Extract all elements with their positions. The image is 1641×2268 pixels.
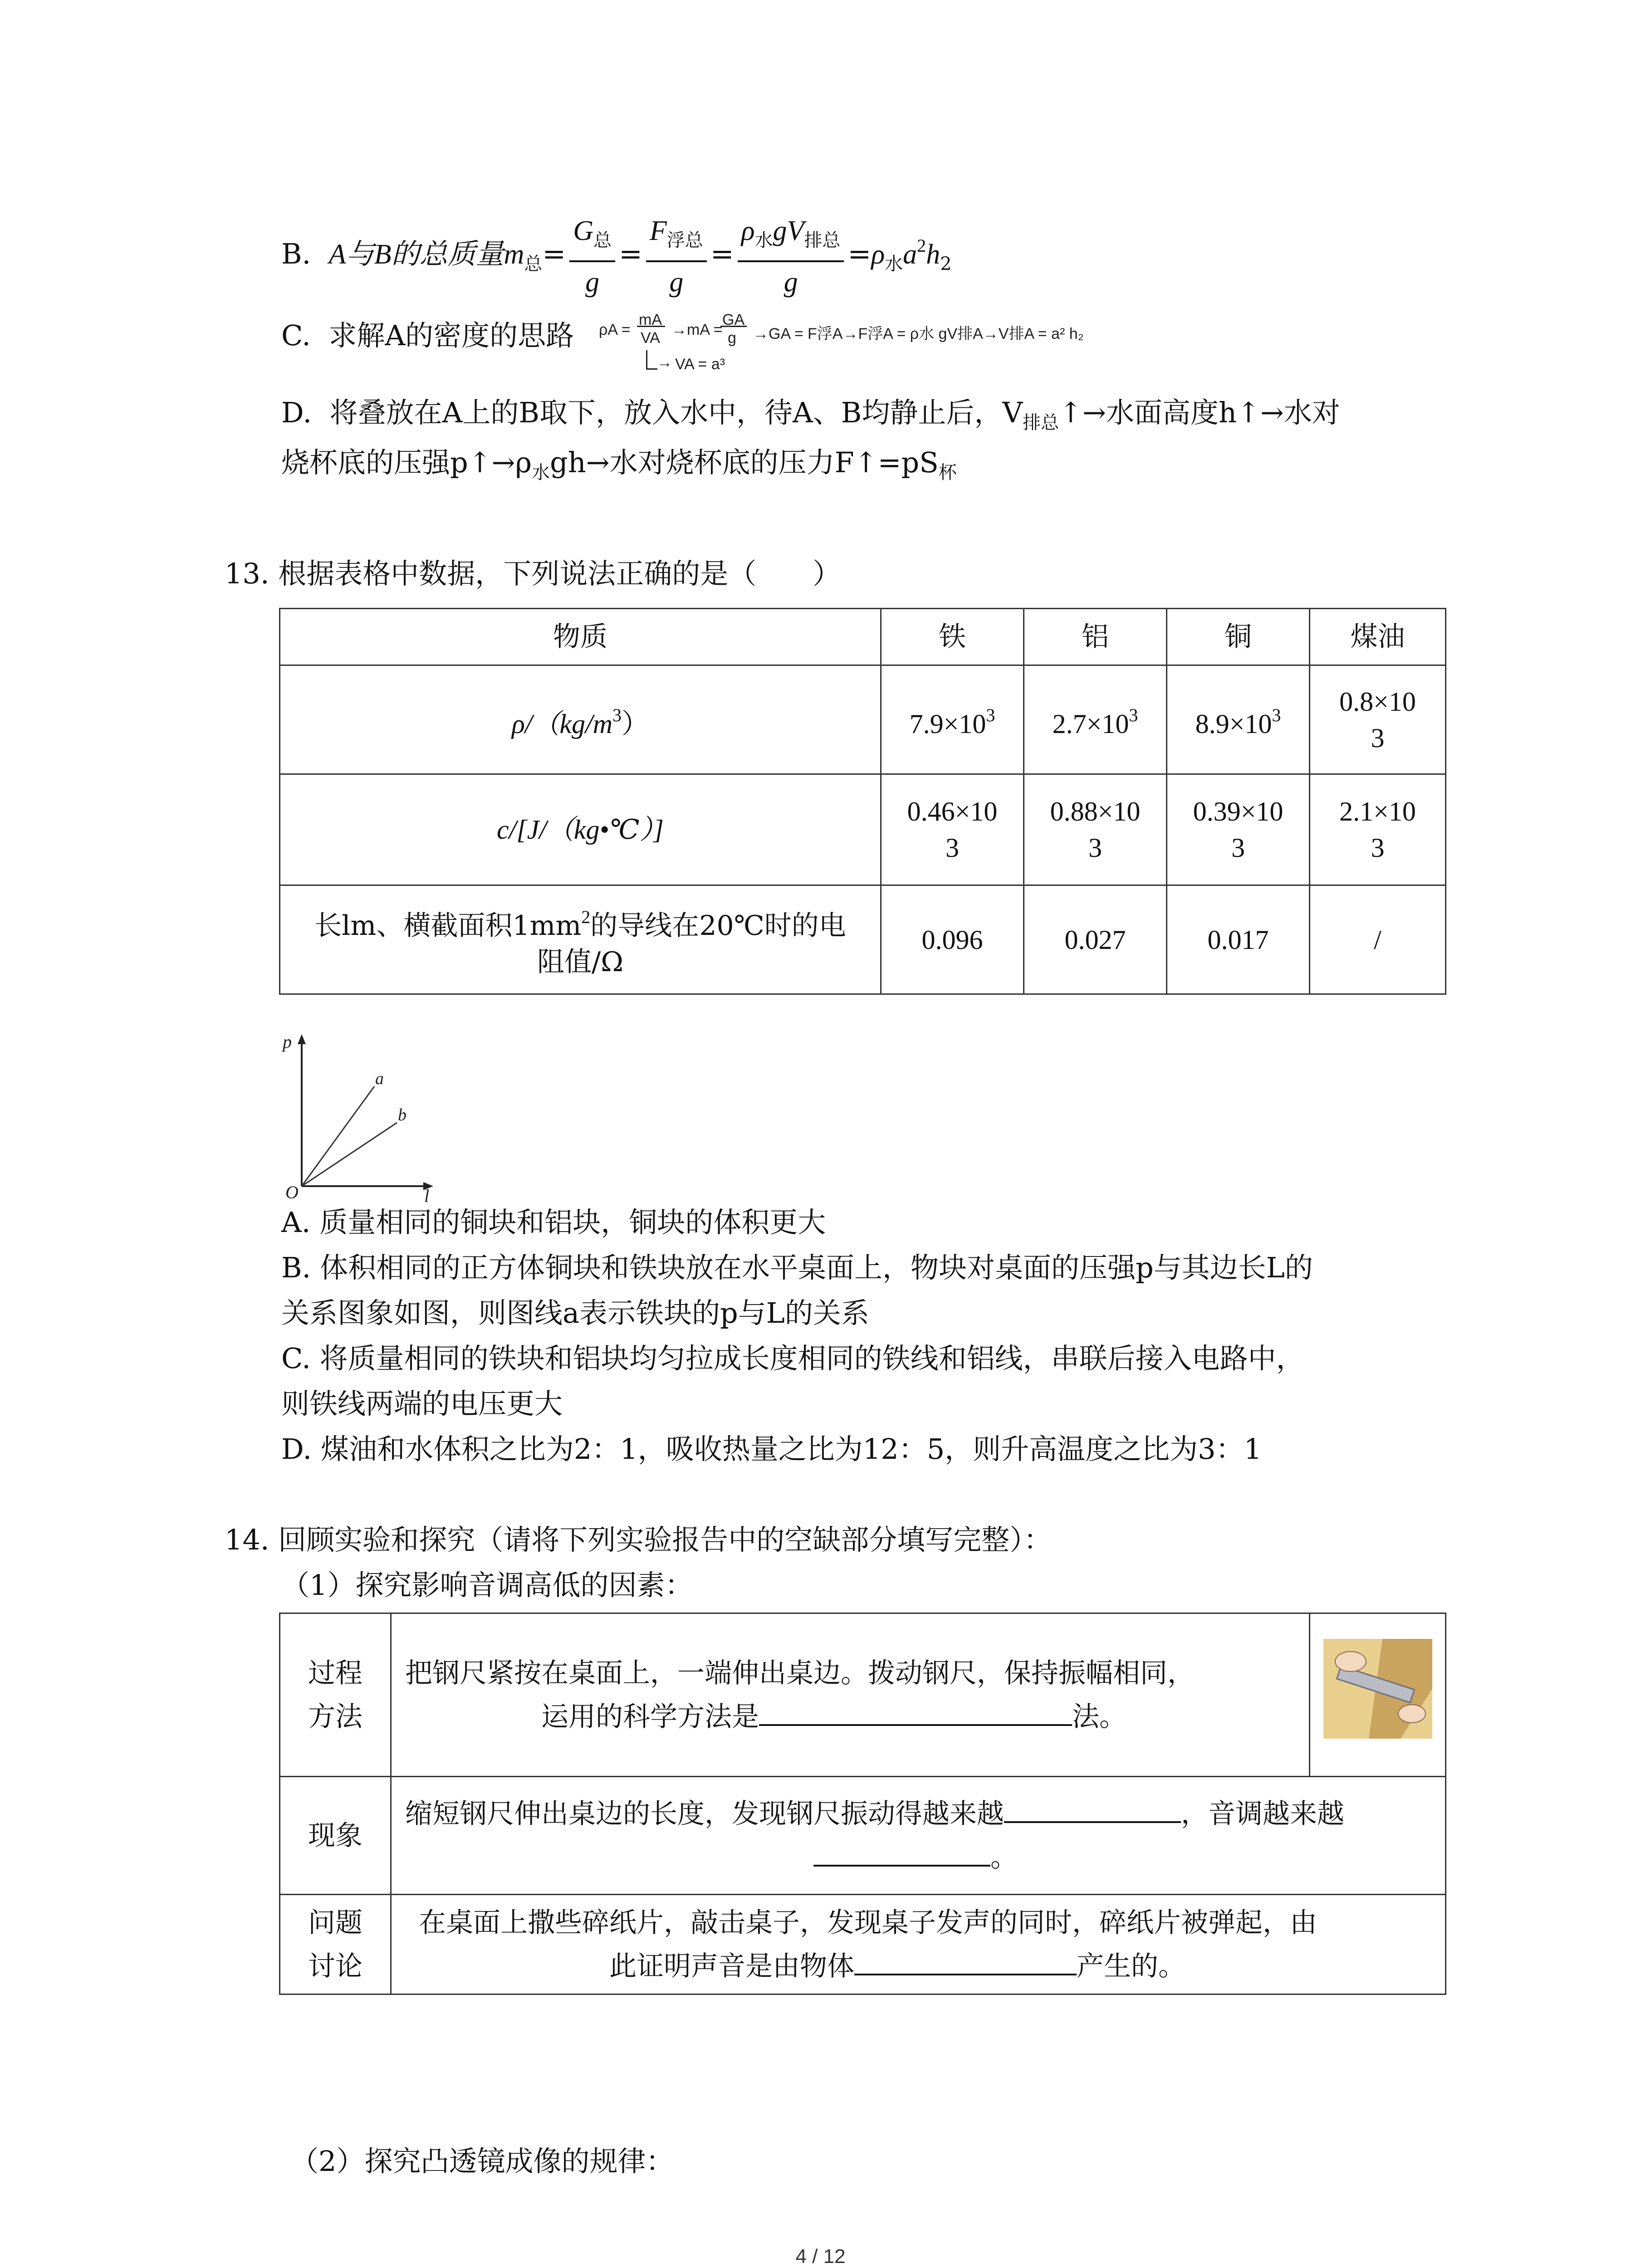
superscript: 3 xyxy=(986,705,995,725)
option-label: B. xyxy=(281,237,311,271)
option-text: A与B的总质量m xyxy=(328,239,524,270)
row-label-process xyxy=(280,1613,391,1777)
x-axis-label: l xyxy=(424,1186,430,1202)
flow-ma: mA xyxy=(639,311,662,328)
description-text: 产生的。 xyxy=(1077,1950,1185,1982)
flow-ga-num: GA xyxy=(722,311,745,328)
cell-exponent: 3 xyxy=(1371,833,1385,863)
q14-stem: 14. 回顾实验和探究（请将下列实验报告中的空缺部分填写完整）： xyxy=(225,1523,1052,1556)
flow-fraction-bar xyxy=(637,326,665,327)
subscript: 排总 xyxy=(804,230,841,251)
subscript: 排总 xyxy=(1023,412,1059,433)
description-text: 法。 xyxy=(1072,1701,1127,1733)
flow-ma-expr: →mA = xyxy=(671,321,723,338)
q13-option-a: A. 质量相同的铜块和铝块，铜块的体积更大 xyxy=(281,1206,826,1239)
cell-density-aluminum xyxy=(1024,665,1167,774)
superscript: 2 xyxy=(581,907,591,927)
numerator: G xyxy=(573,215,593,246)
flow-rho: ρA = xyxy=(599,321,631,338)
row-label-discussion xyxy=(280,1895,391,1994)
denominator: g xyxy=(669,267,684,298)
flow-ga-den: g xyxy=(728,329,736,347)
table-header-row xyxy=(280,609,1446,665)
h-symbol: h xyxy=(926,239,941,270)
superscript: 3 xyxy=(612,705,622,725)
cell-exponent: 3 xyxy=(1088,833,1102,863)
q14-part2-heading: （2）探究凸透镜成像的规律： xyxy=(290,2145,674,2178)
cell-value: 0.8×10 xyxy=(1339,686,1416,717)
header-iron: 铁 xyxy=(881,609,1024,665)
a-symbol: a xyxy=(903,239,917,270)
flow-chain: →GA = F浮A→F浮A = ρ水 gV排A→V排A = a² h₂ xyxy=(753,325,1084,342)
flow-arrow: → xyxy=(657,354,672,371)
table-row-phenomenon xyxy=(280,1777,1446,1895)
row-label-text: 的导线在20℃时的电 xyxy=(590,910,846,942)
q13-option-b-line2: 关系图象如图，则图线a表示铁块的p与L的关系 xyxy=(281,1296,869,1330)
row-label-density xyxy=(280,665,881,774)
q12-option-d-line2 xyxy=(281,445,957,491)
line-b xyxy=(302,1123,397,1186)
discussion-description xyxy=(391,1895,1446,1994)
table-row-process xyxy=(280,1613,1446,1777)
description-line: 在桌面上撒些碎纸片，敲击桌子，发现桌子发声的同时，碎纸片被弹起，由 xyxy=(419,1906,1317,1939)
process-description xyxy=(391,1613,1310,1777)
row-label-line: 讨论 xyxy=(308,1950,362,1982)
denominator: g xyxy=(784,267,798,298)
cell-density-copper xyxy=(1167,665,1310,774)
y-axis-arrow xyxy=(298,1034,306,1044)
flow-va: VA xyxy=(641,329,660,347)
description-line: 把钢尺紧按在桌面上，一端伸出桌边。拨动钢尺，保持振幅相同， xyxy=(405,1657,1195,1689)
pitch-blank[interactable] xyxy=(813,1865,990,1867)
superscript: 3 xyxy=(1272,705,1281,725)
table-row-resistance xyxy=(280,885,1446,994)
cell-value: 8.9×10 xyxy=(1195,709,1272,739)
numerator: gV xyxy=(773,215,804,246)
flow-fraction-bar xyxy=(720,326,747,327)
row-label-line xyxy=(284,899,877,944)
cell-exponent: 3 xyxy=(945,833,959,863)
fraction-f xyxy=(646,213,707,299)
cell-resistance-aluminum: 0.027 xyxy=(1024,885,1167,994)
option-label: D. xyxy=(281,396,312,429)
header-aluminum: 铝 xyxy=(1024,609,1167,665)
subscript: 总 xyxy=(524,254,543,275)
subscript: 浮总 xyxy=(666,230,703,251)
denominator: g xyxy=(585,267,600,298)
density-flow-diagram xyxy=(599,308,1161,376)
header-copper: 铜 xyxy=(1167,609,1310,665)
description-line xyxy=(405,1695,1295,1739)
ruler-experiment-image xyxy=(1319,1634,1437,1743)
method-blank[interactable] xyxy=(759,1724,1072,1726)
header-substance: 物质 xyxy=(280,609,881,665)
cell-value: 2.1×10 xyxy=(1339,797,1416,826)
row-label-line: 方法 xyxy=(308,1701,362,1733)
cell-density-iron xyxy=(881,665,1024,774)
q13-option-b-line1: B. 体积相同的正方体铜块和铁块放在水平桌面上，物块对桌面的压强p与其边长L的 xyxy=(281,1251,1313,1284)
rho-symbol: ρ xyxy=(871,239,885,270)
row-label-line: 阻值/Ω xyxy=(537,946,623,978)
cell-value: 2.7×10 xyxy=(1052,709,1129,739)
option-text: gh→水对烧杯底的压力F↑=pS xyxy=(550,446,939,479)
table-row-density xyxy=(280,665,1446,774)
q12-option-c xyxy=(281,318,574,354)
line-a-label: a xyxy=(375,1069,384,1088)
vibration-blank[interactable] xyxy=(1004,1821,1181,1823)
phenomenon-description xyxy=(391,1777,1446,1895)
subscript: 总 xyxy=(593,230,612,251)
row-label-phenomenon: 现象 xyxy=(280,1777,391,1895)
cell-resistance-copper: 0.017 xyxy=(1167,885,1310,994)
option-text: ↑→水面高度h↑→水对 xyxy=(1059,396,1340,429)
cell-resistance-kerosene: / xyxy=(1310,885,1446,994)
flow-connector xyxy=(646,350,657,370)
p-l-graph xyxy=(279,1030,442,1202)
description-text: 缩短钢尺伸出桌边的长度，发现钢尺振动得越来越 xyxy=(405,1798,1004,1830)
subscript: 杯 xyxy=(938,462,957,483)
q13-stem: 13. 根据表格中数据，下列说法正确的是（ ） xyxy=(225,557,841,590)
cell-exponent: 3 xyxy=(1231,833,1245,863)
description-line xyxy=(405,1945,1431,1988)
option-text: 将叠放在A上的B取下，放入水中，待A、B均静止后，V xyxy=(329,396,1023,429)
origin-label: O xyxy=(285,1182,299,1202)
q13-data-table xyxy=(279,608,1446,995)
subscript: 水 xyxy=(754,230,773,251)
row-label-text: 长lm、横截面积1mm xyxy=(314,910,582,942)
table-row-discussion xyxy=(280,1895,1446,1994)
hand-left-icon xyxy=(1335,1652,1366,1672)
option-label: C. xyxy=(281,319,311,352)
cell-value: 7.9×10 xyxy=(909,709,986,739)
fraction-rho xyxy=(738,213,844,299)
superscript: 3 xyxy=(1129,705,1138,725)
q13-option-c-line2: 则铁线两端的电压更大 xyxy=(281,1387,563,1420)
hand-right-icon xyxy=(1398,1705,1425,1723)
q14-experiment-table xyxy=(279,1613,1446,1995)
page-number: 4 / 12 xyxy=(795,2245,846,2268)
row-label-resistance xyxy=(280,885,881,994)
line-b-label: b xyxy=(398,1105,407,1124)
subscript: 水 xyxy=(532,462,550,483)
subscript: 2 xyxy=(940,254,952,275)
row-label-text: ρ/（kg/m xyxy=(511,709,613,739)
cell-heat-iron xyxy=(881,774,1024,885)
description-text: 运用的科学方法是 xyxy=(541,1701,759,1733)
y-axis-label: p xyxy=(283,1031,292,1052)
sound-source-blank[interactable] xyxy=(854,1974,1077,1975)
description-text: ，音调越来越 xyxy=(1181,1798,1344,1830)
description-text: 此证明声音是由物体 xyxy=(609,1950,854,1982)
superscript: 2 xyxy=(917,235,926,256)
ruler-image-cell xyxy=(1310,1613,1446,1777)
option-text: 烧杯底的压强p↑→ρ xyxy=(281,446,532,479)
numerator: F xyxy=(649,215,667,246)
description-line xyxy=(405,1836,1431,1879)
cell-value: 0.39×10 xyxy=(1193,797,1283,826)
q12-option-d-line1 xyxy=(281,395,1340,441)
cell-density-kerosene xyxy=(1310,665,1446,774)
cell-heat-copper xyxy=(1167,774,1310,885)
q12-option-b: B. A与B的总质量$m_总=$ $\frac{G_总}{g}$ = $\frac{F_{浮总}}{g}$ = $\frac{\rho_水gV_{排总}}{g}$ $=\rho_水a^2h_2$ xyxy=(281,213,952,299)
header-kerosene: 煤油 xyxy=(1310,609,1446,665)
option-text: 求解A的密度的思路 xyxy=(328,319,574,352)
row-label-text: ） xyxy=(622,708,649,740)
cell-heat-kerosene xyxy=(1310,774,1446,885)
cell-resistance-iron: 0.096 xyxy=(881,885,1024,994)
line-a xyxy=(302,1086,374,1186)
numerator: ρ xyxy=(741,215,755,246)
row-label-line: 过程 xyxy=(308,1657,362,1689)
q13-option-d: D. 煤油和水体积之比为2：1，吸收热量之比为12：5，则升高温度之比为3：1 xyxy=(281,1432,1262,1466)
table-row-specific-heat xyxy=(280,774,1446,885)
q14-part1-heading: （1）探究影响音调高低的因素： xyxy=(281,1569,693,1602)
row-label-specific-heat: c/[J/（kg•℃）] xyxy=(280,774,881,885)
cell-exponent: 3 xyxy=(1371,723,1385,753)
cell-heat-aluminum xyxy=(1024,774,1167,885)
subscript: 水 xyxy=(885,254,903,275)
cell-value: 0.46×10 xyxy=(907,797,998,826)
fraction-g xyxy=(569,213,615,299)
description-text: 。 xyxy=(990,1841,1018,1873)
q13-option-c-line1: C. 将质量相同的铁块和铝块均匀拉成长度相同的铁线和铝线，串联后接入电路中， xyxy=(281,1342,1304,1375)
row-label-line: 问题 xyxy=(308,1906,362,1939)
cell-value: 0.88×10 xyxy=(1050,797,1141,826)
flow-va-a3: VA = a³ xyxy=(675,356,725,373)
description-line xyxy=(405,1792,1431,1836)
